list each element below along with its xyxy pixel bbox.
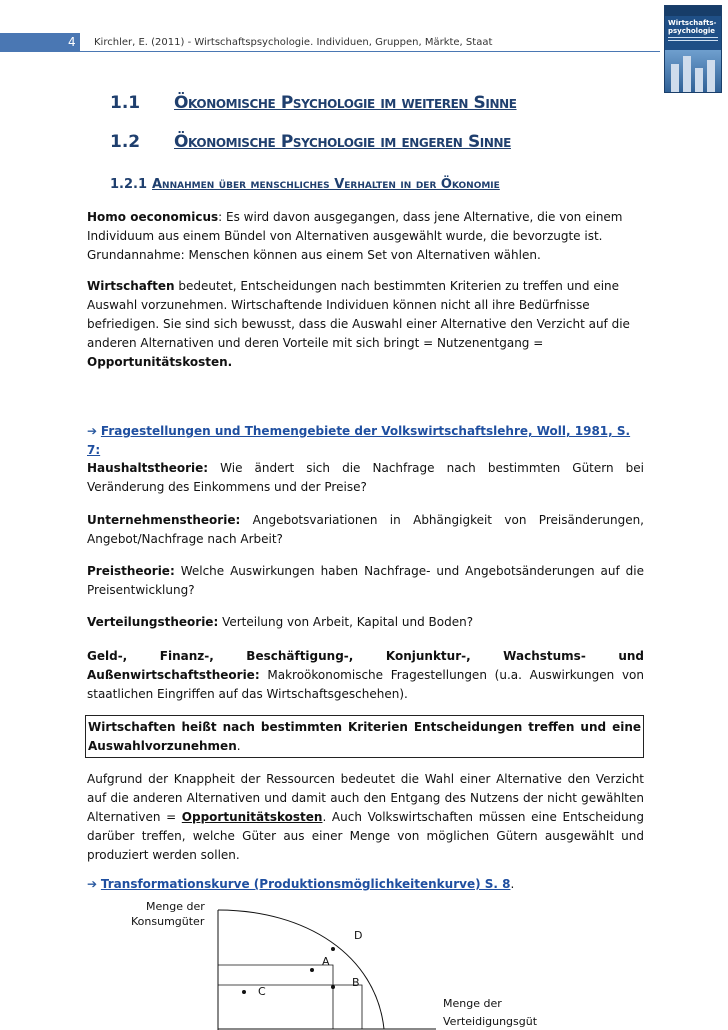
heading-1-1-number: 1.1	[110, 93, 141, 113]
term-verteilungstheorie: Verteilungstheorie:	[87, 615, 219, 629]
text-knappheit-2: . Auch Volkswirtschaften müssen eine Entscheidung darüber treffen, welche Güter aus einer Menge von möglichen Gütern ausgewählt und produziert werden sollen.	[87, 810, 644, 862]
point-a-label: A	[322, 955, 330, 968]
paragraph-preistheorie	[87, 562, 644, 600]
transformationskurve-line	[87, 875, 644, 894]
header-rule	[80, 51, 660, 52]
transformationskurve-chart	[86, 895, 586, 1030]
transformationskurve-end: .	[510, 877, 515, 891]
term-opportunitaetskosten-2: Opportunitätskosten	[181, 810, 323, 824]
text-wirtschaften: bedeutet, Entscheidungen nach bestimmten Kriterien zu treffen und eine Auswahl vorzunehmen. Wirtschaftende Individuen können nicht all ihre Bedürfnisse befriedigen. Sie sind sich bewusst, dass die Auswahl einer Alternative den Verzicht auf die anderen Alternativen und deren Vorteile mit sich bringt = Nutzenentgang =	[87, 279, 630, 350]
point-c	[242, 990, 246, 994]
term-wirtschaften: Wirtschaften	[87, 279, 175, 293]
term-haushaltstheorie: Haushaltstheorie:	[87, 461, 209, 475]
y-axis-label-line1: Menge der	[146, 900, 205, 913]
book-cover-subtitle-lines	[668, 37, 718, 41]
book-cover-photo	[665, 50, 721, 93]
point-d	[331, 947, 335, 951]
term-opportunitaetskosten: Opportunitätskosten.	[87, 355, 233, 369]
heading-1-1	[110, 93, 517, 113]
text-unternehmenstheorie: Angebotsvariationen in Abhängigkeit von Preisänderungen, Angebot/Nachfrage nach Arbeit?	[87, 513, 644, 546]
fragestellungen-link[interactable]: Fragestellungen und Themengebiete der Volkswirtschaftslehre, Woll, 1981, S. 7:	[87, 424, 631, 457]
text-verteilungstheorie: Verteilung von Arbeit, Kapital und Boden?	[218, 615, 474, 629]
paragraph-makro-theorien	[87, 647, 644, 704]
heading-1-2-text: Ökonomische Psychologie im engeren Sinne	[174, 132, 511, 152]
book-cover-band	[665, 6, 721, 16]
transformation-curve	[218, 910, 384, 1029]
boxed-definition	[85, 715, 644, 758]
y-axis-label-line2: Konsumgüter	[131, 915, 205, 928]
point-a-guide-lines	[218, 965, 333, 1029]
paragraph-homo-oeconomicus	[87, 208, 644, 265]
point-c-label: C	[258, 985, 266, 998]
term-makro-theorien: Geld-, Finanz-, Beschäftigung-, Konjunktur-, Wachstums- und Außenwirtschaftstheorie:	[87, 649, 644, 682]
point-b-guide-lines	[218, 985, 362, 1029]
boxed-definition-end: .	[236, 739, 241, 753]
heading-1-2-1-text: Annahmen über menschliches Verhalten in der Ökonomie	[152, 177, 500, 192]
paragraph-wirtschaften	[87, 277, 644, 372]
book-cover-title: Wirtschafts- psychologie	[668, 19, 717, 35]
running-title: Kirchler, E. (2011) - Wirtschaftspsychologie. Individuen, Gruppen, Märkte, Staat	[94, 37, 493, 48]
point-d-label: D	[354, 929, 363, 942]
paragraph-haushaltstheorie	[87, 459, 644, 497]
chart-svg	[86, 895, 586, 1030]
paragraph-knappheit	[87, 770, 644, 865]
book-cover-image	[664, 5, 722, 93]
text-makro-theorien: Makroökonomische Fragestellungen (u.a. Auswirkungen von staatlichen Eingriffen auf das Wirtschaftsgeschehen).	[87, 668, 644, 701]
text-homo-oeconomicus: : Es wird davon ausgegangen, dass jene Alternative, die von einem Individuum aus einem Bündel von Alternativen ausgewählt wurde, die bevorzugte ist. Grundannahme: Menschen können aus einem Set von Alternativen wählen.	[87, 210, 623, 262]
page-number: 4	[0, 33, 80, 52]
boxed-definition-text: Wirtschaften heißt nach bestimmten Kriterien Entscheidungen treffen und eine Auswahlvorzunehmen	[88, 720, 641, 753]
x-axis-label-line2: Verteidigungsgüt	[443, 1015, 538, 1028]
arrow-right-icon: ➔	[87, 877, 98, 891]
heading-1-2-1-number: 1.2.1	[110, 177, 148, 192]
point-b	[331, 985, 335, 989]
text-knappheit-1: Aufgrund der Knappheit der Ressourcen bedeutet die Wahl einer Alternative den Verzicht auf die anderen Alternativen und damit auch den Entgang des Nutzens der nicht gewählten Alternativen =	[87, 772, 644, 824]
point-b-label: B	[352, 976, 360, 989]
heading-1-2-number: 1.2	[110, 132, 141, 152]
text-haushaltstheorie: Wie ändert sich die Nachfrage nach bestimmten Gütern bei Veränderung des Einkommens und der Preise?	[87, 461, 644, 494]
heading-1-1-text: Ökonomische Psychologie im weiteren Sinne	[174, 93, 517, 113]
term-preistheorie: Preistheorie:	[87, 564, 175, 578]
point-a	[310, 968, 314, 972]
arrow-right-icon: ➔	[87, 424, 98, 438]
paragraph-unternehmenstheorie	[87, 511, 644, 549]
term-homo-oeconomicus: Homo oeconomicus	[87, 210, 219, 224]
term-unternehmenstheorie: Unternehmenstheorie:	[87, 513, 241, 527]
heading-1-2-1	[110, 177, 500, 192]
paragraph-verteilungstheorie	[87, 613, 644, 632]
fragestellungen-line	[87, 422, 644, 460]
heading-1-2	[110, 132, 511, 152]
x-axis-label-line1: Menge der	[443, 997, 502, 1010]
text-preistheorie: Welche Auswirkungen haben Nachfrage- und Angebotsänderungen auf die Preisentwicklung?	[87, 564, 644, 597]
transformationskurve-link[interactable]: Transformationskurve (Produktionsmöglichkeitenkurve) S. 8	[100, 877, 511, 891]
